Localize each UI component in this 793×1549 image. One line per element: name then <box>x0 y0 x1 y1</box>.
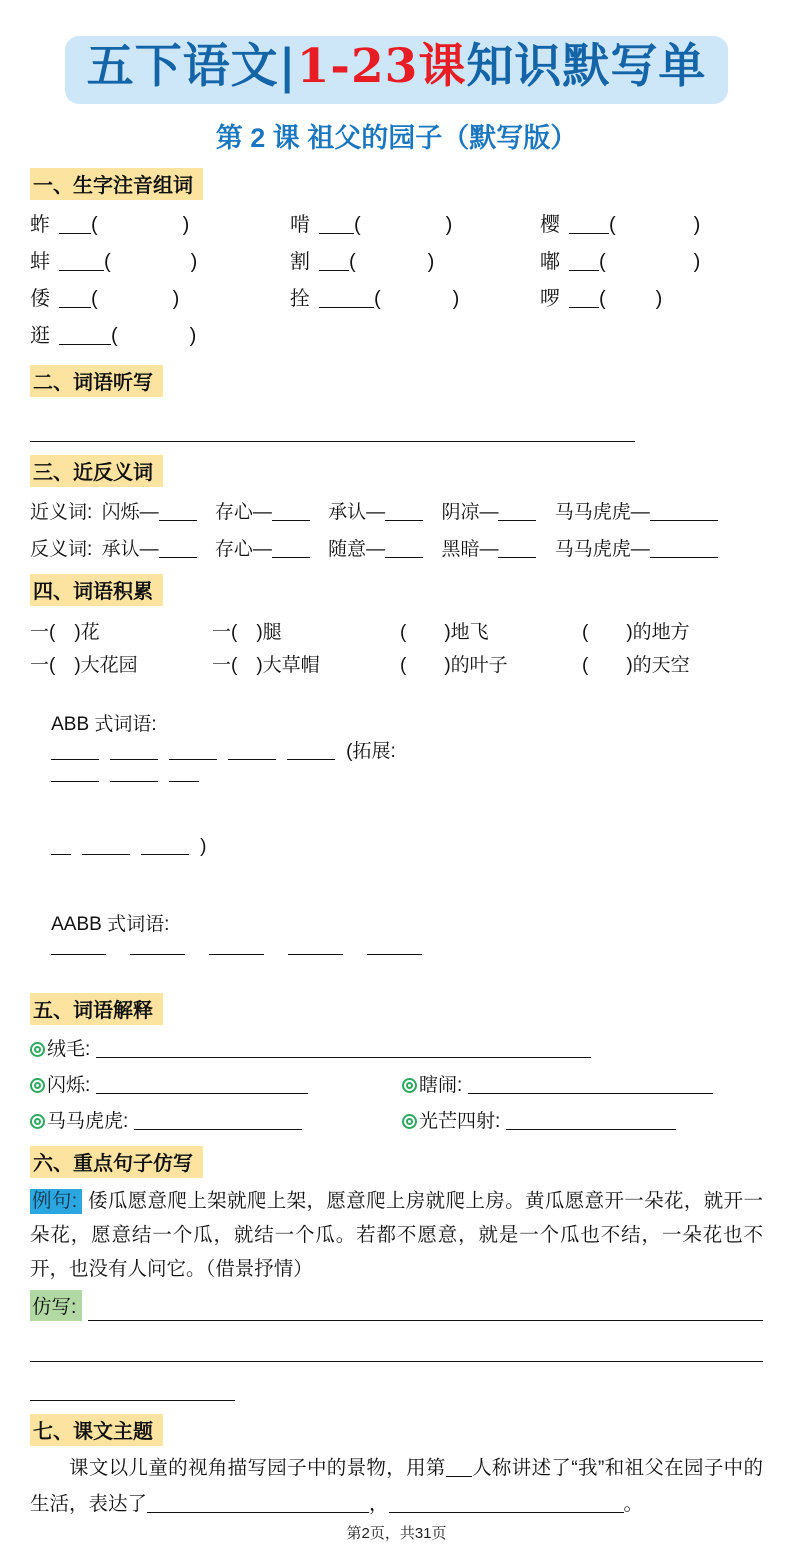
circle-bullet-icon <box>30 1114 45 1129</box>
antonyms-row <box>30 534 763 561</box>
theme-text: ， <box>369 1492 389 1515</box>
section1-title: 一、生字注音组词 <box>30 168 203 200</box>
pinyin-blank <box>59 326 111 345</box>
paren-close: ) <box>182 214 190 237</box>
pinyin-item <box>30 204 290 241</box>
pinyin-blank <box>569 252 599 271</box>
imitation-writing-line <box>30 1400 235 1401</box>
word: 马马虎虎— <box>554 539 650 561</box>
paren-close: ) <box>445 214 453 237</box>
synonym-item <box>441 502 536 523</box>
paren-close: ) <box>693 251 701 274</box>
abb-words-row <box>30 687 763 807</box>
pinyin-blank <box>319 289 374 308</box>
aabb-blank <box>209 937 264 955</box>
word: 马马虎虎— <box>554 502 650 524</box>
banner-text-lessons: 1-23课 <box>296 39 467 94</box>
circle-bullet-icon <box>30 1078 45 1093</box>
pinyin-blank <box>319 252 349 271</box>
paren-open: ( <box>374 288 381 311</box>
abb-blank <box>287 742 335 760</box>
word-blank <box>381 304 453 305</box>
antonyms-label: 反义词: <box>30 539 93 561</box>
definition-blank <box>134 1112 302 1130</box>
answer-blank <box>650 540 718 558</box>
abb-blank <box>169 764 199 782</box>
quantifier-item: ( )地飞 <box>400 622 489 644</box>
paren-close: ) <box>172 288 180 311</box>
quantifier-item: 一( )大草帽 <box>212 655 320 677</box>
word: 阴凉— <box>441 502 499 524</box>
section3-title: 三、近反义词 <box>30 455 163 487</box>
pinyin-item <box>290 278 540 315</box>
pinyin-blank <box>569 215 609 234</box>
pinyin-item <box>540 278 763 315</box>
quantifier-item: ( )的地方 <box>582 622 690 644</box>
section7-title: 七、课文主题 <box>30 1414 163 1446</box>
answer-blank <box>272 503 310 521</box>
paren-open: ( <box>599 288 606 311</box>
section2-heading-row <box>30 365 763 397</box>
abb-blank <box>51 742 99 760</box>
abb-label: ABB 式词语: <box>51 714 157 736</box>
section5-title: 五、词语解释 <box>30 993 163 1025</box>
word-blank <box>616 230 694 231</box>
abb-extension-label: (拓展: <box>346 741 396 763</box>
section4-heading-row <box>30 574 763 606</box>
word-blank <box>98 230 183 231</box>
pinyin-blank <box>569 289 599 308</box>
antonym-item <box>441 539 536 560</box>
title-banner <box>65 36 729 104</box>
example-text: 倭瓜愿意爬上架就爬上架，愿意爬上房就爬上房。黄瓜愿意开一朵花，就开一朵花，愿意结一个瓜，就结一个瓜。若都不愿意，就是一个瓜也不结，一朵花也不开，也没有人问它。（借景抒情） <box>30 1190 763 1281</box>
theme-blank <box>147 1494 369 1513</box>
synonym-item <box>555 502 718 523</box>
abb-blank <box>82 837 130 855</box>
imitation-row <box>30 1290 763 1321</box>
abb-blank <box>51 837 71 855</box>
answer-blank <box>385 540 423 558</box>
example-label: 例句: <box>30 1189 82 1214</box>
definition-row <box>30 1106 763 1133</box>
theme-text: 课文以儿童的视角描写园子中的景物，用第 <box>69 1457 446 1480</box>
quantifier-row-1 <box>30 614 763 680</box>
pinyin-item <box>290 204 540 241</box>
character: 蚌 <box>30 251 50 274</box>
quantifier-item: 一( )大花园 <box>30 655 138 677</box>
definition-row <box>30 1034 763 1061</box>
definition-cell <box>402 1070 763 1097</box>
word: 承认— <box>328 502 386 524</box>
paren-open: ( <box>104 251 111 274</box>
synonym-item <box>102 502 197 523</box>
quantifier-item: ( )的叶子 <box>400 655 508 677</box>
paren-open: ( <box>349 251 356 274</box>
aabb-blank <box>367 937 422 955</box>
definition-word: 马马虎虎: <box>47 1111 129 1133</box>
paren-close: ) <box>427 251 435 274</box>
character: 割 <box>290 251 310 274</box>
answer-blank <box>159 503 197 521</box>
theme-paragraph <box>30 1451 763 1521</box>
aabb-label: AABB 式词语: <box>51 914 170 936</box>
paren-open: ( <box>111 325 118 348</box>
abb-blank <box>228 742 276 760</box>
word: 存心— <box>214 502 272 524</box>
character: 蚱 <box>30 214 50 237</box>
aabb-blank <box>288 937 343 955</box>
dictation-writing-line <box>30 441 635 442</box>
character: 樱 <box>540 214 560 237</box>
pinyin-blank <box>59 289 91 308</box>
word: 随意— <box>328 539 386 561</box>
synonyms-row <box>30 497 763 524</box>
paren-close: ) <box>693 214 701 237</box>
quantifier-item: 一( )腿 <box>212 622 282 644</box>
character: 拴 <box>290 288 310 311</box>
page-number: 第2页，共31页 <box>346 1524 447 1542</box>
theme-text: 。 <box>623 1492 644 1515</box>
theme-blank <box>389 1494 624 1513</box>
word-blank <box>361 230 446 231</box>
answer-blank <box>498 540 536 558</box>
pinyin-item <box>30 315 290 352</box>
word: 闪烁— <box>101 502 159 524</box>
word-blank <box>606 304 656 305</box>
imitate-label: 仿写: <box>30 1290 82 1321</box>
definition-blank <box>96 1076 308 1094</box>
definition-word: 绒毛: <box>47 1039 91 1061</box>
pinyin-word-section <box>30 204 763 352</box>
paren-close: ) <box>655 288 663 311</box>
example-sentence <box>30 1184 763 1286</box>
aabb-blank <box>51 937 106 955</box>
character: 啃 <box>290 214 310 237</box>
synonym-item <box>215 502 310 523</box>
circle-bullet-icon <box>402 1114 417 1129</box>
answer-blank <box>272 540 310 558</box>
character: 嘟 <box>540 251 560 274</box>
abb-blank <box>110 764 158 782</box>
circle-bullet-icon <box>402 1078 417 1093</box>
antonym-item <box>328 539 423 560</box>
pinyin-item <box>30 278 290 315</box>
pinyin-item <box>30 241 290 278</box>
character: 逛 <box>30 325 50 348</box>
section6-title: 六、重点句子仿写 <box>30 1146 203 1178</box>
character: 啰 <box>540 288 560 311</box>
antonym-item <box>215 539 310 560</box>
section2-title: 二、词语听写 <box>30 365 163 397</box>
paren-open: ( <box>91 214 98 237</box>
aabb-words-row <box>30 887 763 980</box>
word-blank <box>98 304 173 305</box>
abb-words-row-continued <box>30 814 763 880</box>
synonyms-label: 近义词: <box>30 502 93 524</box>
circle-bullet-icon <box>30 1042 45 1057</box>
abb-blank <box>141 837 189 855</box>
word: 黑暗— <box>441 539 499 561</box>
paren-close: ) <box>452 288 460 311</box>
synonym-item <box>328 502 423 523</box>
definition-blank <box>96 1040 591 1058</box>
word-blank <box>356 267 428 268</box>
antonym-item <box>102 539 197 560</box>
definition-cell <box>30 1070 402 1097</box>
section3-heading-row <box>30 455 763 487</box>
word-blank <box>118 341 190 342</box>
answer-blank <box>385 503 423 521</box>
word-blank <box>606 267 694 268</box>
abb-blank <box>51 764 99 782</box>
definition-row <box>30 1070 763 1097</box>
section4-title: 四、词语积累 <box>30 574 163 606</box>
imitation-writing-line <box>30 1361 763 1362</box>
aabb-blank <box>130 937 185 955</box>
section5-heading-row <box>30 993 763 1025</box>
character: 倭 <box>30 288 50 311</box>
definition-blank <box>506 1112 676 1130</box>
word: 存心— <box>214 539 272 561</box>
paren-open: ( <box>354 214 361 237</box>
abb-blank <box>110 742 158 760</box>
pinyin-blank <box>319 215 354 234</box>
theme-text: 人称讲述了“我”和祖父在园子中的生活，表达了 <box>30 1457 763 1515</box>
answer-blank <box>650 503 718 521</box>
definition-word: 闪烁: <box>47 1075 91 1097</box>
paren-open: ( <box>609 214 616 237</box>
section7-heading-row <box>30 1414 763 1446</box>
antonym-item <box>555 539 718 560</box>
theme-blank <box>446 1459 472 1478</box>
banner-text-left: 五下语文| <box>86 39 297 94</box>
definition-cell <box>402 1106 763 1133</box>
imitation-writing-line <box>88 1300 763 1321</box>
pinyin-blank <box>59 252 104 271</box>
word-blank <box>111 267 191 268</box>
lesson-title: 第 2 课 祖父的园子（默写版） <box>215 123 578 154</box>
abb-close-paren: ) <box>200 836 207 858</box>
pinyin-item <box>290 241 540 278</box>
paren-close: ) <box>190 251 198 274</box>
definition-cell <box>30 1106 402 1133</box>
abb-blank <box>169 742 217 760</box>
pinyin-item <box>540 204 763 241</box>
answer-blank <box>159 540 197 558</box>
definition-word: 瞎闹: <box>419 1075 463 1097</box>
pinyin-blank <box>59 215 91 234</box>
paren-close: ) <box>189 325 197 348</box>
banner-text-right: 知识默写单 <box>466 39 707 94</box>
answer-blank <box>498 503 536 521</box>
word: 承认— <box>101 539 159 561</box>
paren-open: ( <box>599 251 606 274</box>
definition-blank <box>468 1076 713 1094</box>
definition-word: 光芒四射: <box>419 1111 501 1133</box>
pinyin-item <box>540 241 763 278</box>
paren-open: ( <box>91 288 98 311</box>
quantifier-item: 一( )花 <box>30 622 100 644</box>
quantifier-item: ( )的天空 <box>582 655 690 677</box>
section6-heading-row <box>30 1146 763 1178</box>
section1-heading-row <box>30 168 763 200</box>
